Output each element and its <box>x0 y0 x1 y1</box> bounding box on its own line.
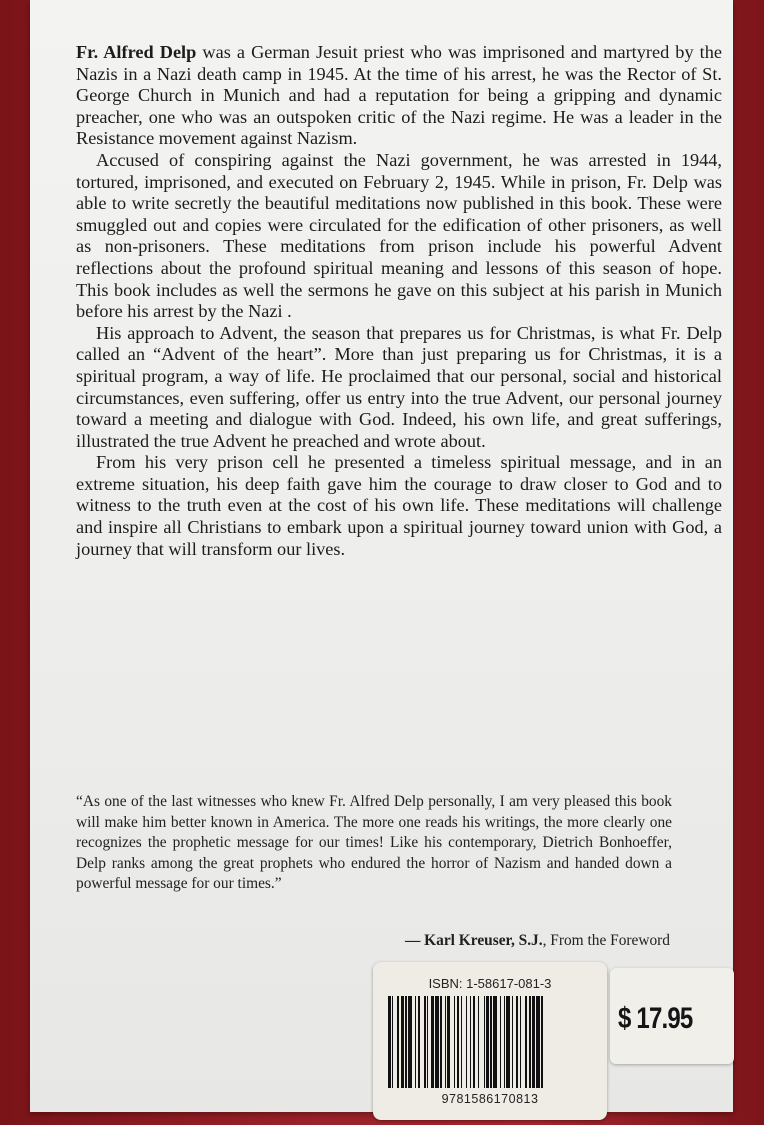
quote-author: — Karl Kreuser, S.J. <box>404 932 543 949</box>
endorsement-quote: “As one of the last witnesses who knew Fr. Alfred Delp personally, I am very pleased this book will make him better known in America. The more one reads his writings, the more clearly one recognizes the prophetic message for our times! Like his contemporary, Dietrich Bonhoeffer, Delp ranks among the great prophets who endured the horror of Nazism and handed down a powerful message for our times.” <box>76 793 672 893</box>
paragraph-1-text: was a German Jesuit priest who was imprisoned and martyred by the Nazis in a Nazi death camp in 1945. At the time of his arrest, he was the Rector of St. George Church in Munich and had a reputation for being a gripping and dynamic preacher, one who was an outspoken critic of the Nazi regime. He was a leader in the Resistance movement against Nazism. <box>76 42 722 149</box>
price-value: $ 17.95 <box>618 1002 693 1035</box>
barcode-sticker <box>373 962 607 1120</box>
author-name-lead: Fr. Alfred Delp <box>76 42 197 62</box>
barcode-bar <box>543 996 546 1088</box>
description-text <box>76 42 722 560</box>
quote-attribution <box>330 932 670 950</box>
paragraph-4: From his very prison cell he presented a timeless spiritual message, and in an extreme situation, his deep faith gave him the courage to draw closer to God and to witness to the truth even at the cost of his own life. These meditations will challenge and inspire all Christians to embark upon a spiritual journey toward union with God, a journey that will transform our lives. <box>76 452 722 559</box>
paragraph-3: His approach to Advent, the season that prepares us for Christmas, is what Fr. Delp called an “Advent of the heart”. More than just preparing us for Christmas, it is a spiritual program, a way of life. He proclaimed that our personal, social and historical circumstances, even suffering, offer us entry into the true Advent, our personal journey toward a meeting and dialogue with God. Indeed, his own life, and great sufferings, illustrated the true Advent he preached and wrote about. <box>76 322 722 451</box>
quote-source: , From the Foreword <box>542 932 670 949</box>
isbn-number: ISBN: 1-58617-081-3 <box>428 976 552 991</box>
barcode-bars <box>388 996 592 1088</box>
paragraph-2: Accused of conspiring against the Nazi government, he was arrested in 1944, tortured, imprisoned, and executed on February 2, 1945. While in prison, Fr. Delp was able to write secretly the beautiful meditations now published in this book. These were smuggled out and copies were circulated for the edification of other prisoners, as well as non-prisoners. These meditations from prison include his powerful Advent reflections about the profound spiritual meaning and lessons of this season of hope. This book includes as well the sermons he gave on this subject at his parish in Munich before his arrest by the Nazi . <box>76 149 722 322</box>
cover-panel <box>30 0 733 1112</box>
ean-number: 9781586170813 <box>441 1092 539 1106</box>
price-sticker <box>610 968 734 1064</box>
paragraph-1 <box>76 42 722 150</box>
